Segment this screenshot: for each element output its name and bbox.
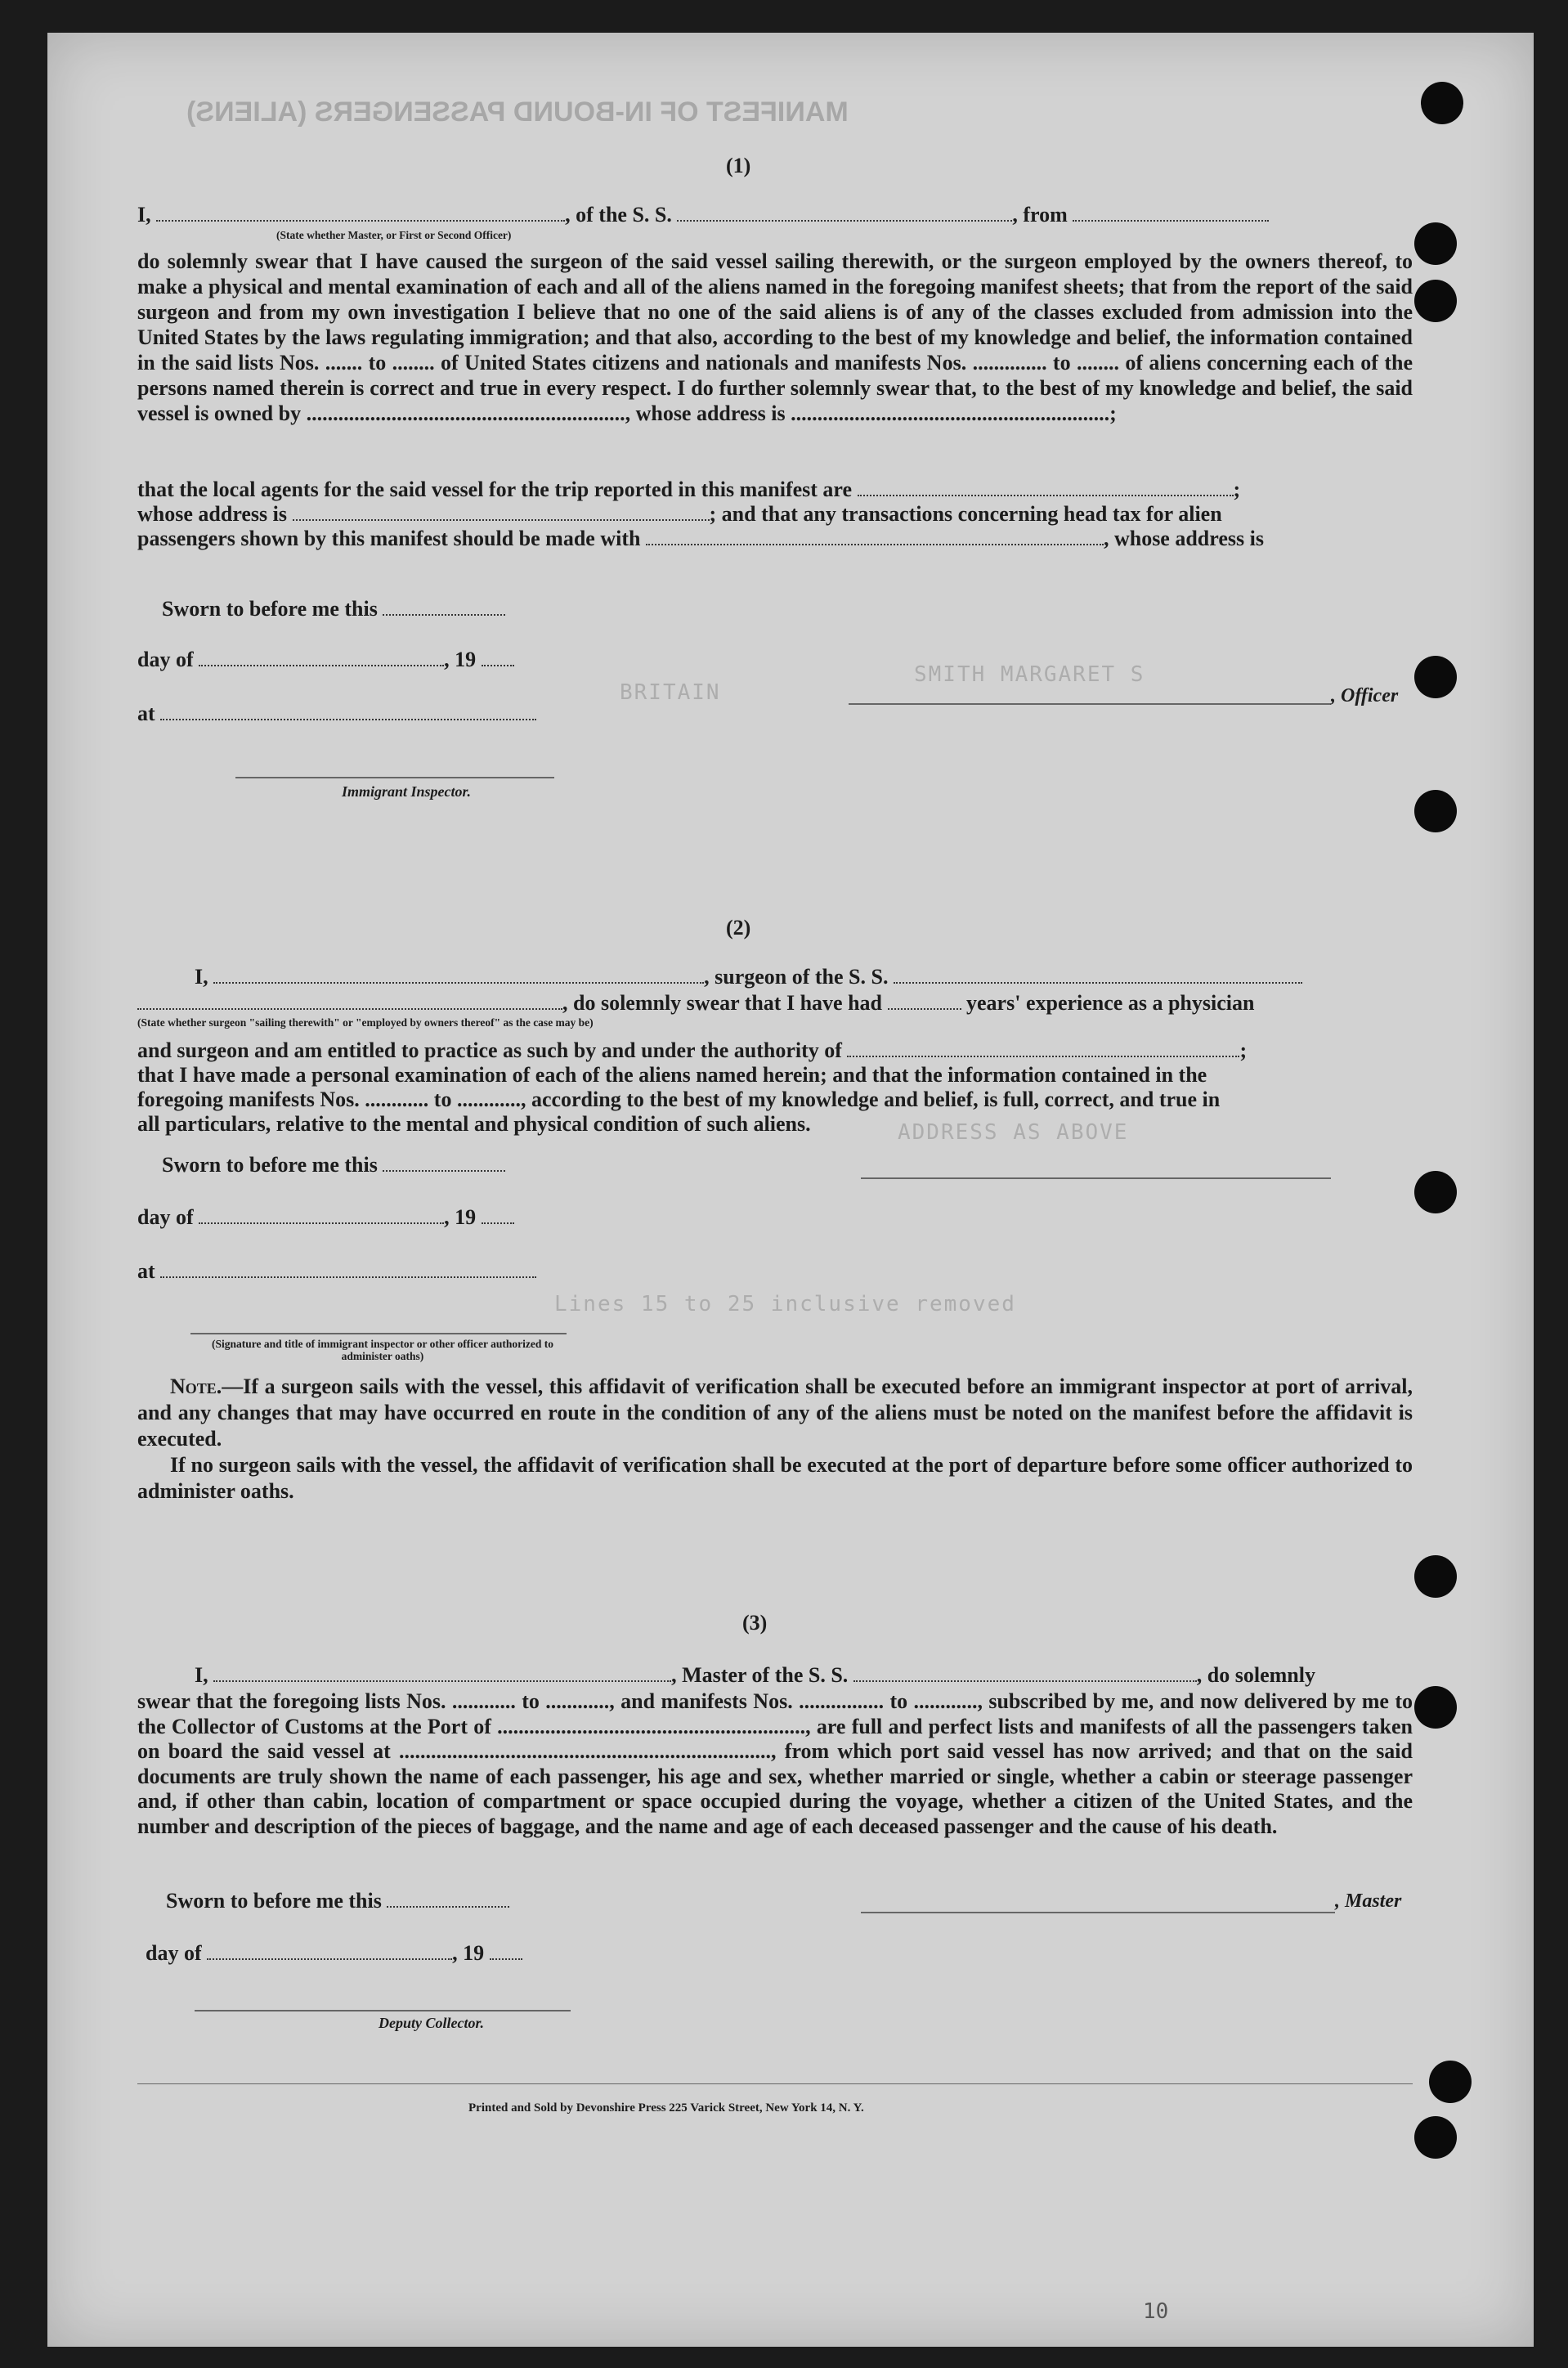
year-text: , 19 (452, 1941, 485, 1965)
punch-hole (1414, 2116, 1457, 2159)
authority-field (847, 1039, 1239, 1057)
state-hint: (State whether Master, or First or Second Officer) (276, 229, 512, 241)
year-field (482, 1206, 514, 1224)
officer-signature-line (849, 703, 1331, 705)
note-paragraph-2: If no surgeon sails with the vessel, the affidavit of verification shall be executed at the port of departure before some officer authorized to administer oaths. (137, 1453, 1413, 1503)
officer-label: , Officer (1331, 685, 1399, 706)
whose-address-is-text: , whose address is (1103, 527, 1264, 550)
section-3-line-1 (195, 1663, 1315, 1688)
section-1-heading: (1) (726, 154, 751, 177)
surgeon-signature-line (861, 1177, 1331, 1179)
years-text: years' experience as a physician (966, 991, 1255, 1015)
whose-address-text: whose address is (137, 502, 288, 526)
manifest-page (47, 33, 1534, 2347)
passengers-line (137, 527, 1264, 551)
punch-hole (1421, 82, 1463, 124)
year-text: , 19 (444, 1205, 477, 1229)
bleed-through-line: ADDRESS AS ABOVE (898, 1120, 1129, 1145)
day-field (199, 648, 444, 666)
section-2-line-1 (195, 965, 1302, 989)
section-2-line-4: that I have made a personal examination of each of the aliens named herein; and that the information contained in the (137, 1063, 1207, 1087)
section-1-body: do solemnly swear that I have caused the surgeon of the said vessel sailing therewith, or the surgeon employed by the owners thereof, to make a physical and mental examination of each and all of the aliens named in the foregoing manifest sheets; that from the report of the said surgeon and from my own investigation I believe that no one of the said aliens is of any of the classes excluded from admission into the United States by the laws regulating immigration; and that also, according to the best of my knowledge and belief, the information contained in the said lists Nos. ....... to ........ of United States citizens and nationals and manifests Nos. .............. to ........ of aliens concerning each of the persons named therein is correct and true in every respect. I do further solemnly swear that, to the best of my knowledge and belief, the said vessel is owned by ............................................................, whose address is ............................................................; (137, 249, 1413, 425)
at-line-1 (137, 702, 536, 726)
section-3-heading: (3) (742, 1611, 768, 1635)
officer-name-field (156, 204, 565, 222)
day-line-2 (137, 1205, 514, 1230)
do-solemnly-text: , do solemnly (1196, 1663, 1315, 1687)
from-label: , from (1012, 203, 1068, 226)
at-field (160, 702, 536, 720)
sworn-field (383, 598, 505, 616)
section-2-line-5: foregoing manifests Nos. ............ to ............, according to the best of my knowledge and belief, is full, correct, and true in (137, 1088, 1221, 1111)
years-field (888, 992, 961, 1010)
punch-hole (1414, 1171, 1457, 1213)
of-the-ss: , of the S. S. (565, 203, 672, 226)
section-2-line-6: all particulars, relative to the mental and physical condition of such aliens. (137, 1112, 811, 1136)
at-text: at (137, 702, 155, 725)
section-2-heading: (2) (726, 916, 751, 940)
sworn-text: Sworn to before me this (166, 1889, 382, 1913)
surgeon-state-hint: (State whether surgeon "sailing therewith" or "employed by owners thereof" as the case may be) (137, 1016, 594, 1029)
address-field (293, 503, 710, 521)
punch-hole (1414, 790, 1457, 832)
vessel-name-field (894, 966, 1302, 984)
section-1-line-1 (137, 203, 1269, 227)
sworn-line-2 (162, 1153, 505, 1177)
pronoun-i: I, (137, 203, 151, 226)
section-3-body: swear that the foregoing lists Nos. ............ to ............, and manifests Nos. ................ to ............, subscribed by me, and now delivered by me to the Collector of Customs at the Port of .........................................................., are full and perfect lists and manifests of all the passengers taken on board the said vessel at ......................................................................, from which port said vessel has now arrived; and that on the said documents are truly shown the name of each passenger, his age and sex, whether married or single, whether a cabin or steerage passenger and, if other than cabin, location of compartment or space occupied during the voyage, whether a citizen of the United States, and the number and description of the pieces of baggage, and the name and age of each deceased passenger and the cause of his death. (137, 1689, 1413, 1838)
day-of-text: day of (137, 1205, 194, 1229)
punch-hole (1414, 1555, 1457, 1598)
note-text: —If a surgeon sails with the vessel, this affidavit of verification shall be executed before an immigrant inspector at port of arrival, and any changes that may have occurred en route in the condition of any of the aliens must be noted on the manifest before the affidavit is executed. (137, 1375, 1413, 1451)
transactions-text: ; and that any transactions concerning head tax for alien (709, 502, 1222, 526)
vessel-name-field (853, 1664, 1197, 1682)
surgeon-of-text: , surgeon of the S. S. (704, 965, 889, 989)
address-line (137, 502, 1222, 527)
swear-text: , do solemnly swear that I have had (562, 991, 883, 1015)
agents-field (858, 478, 1234, 496)
sworn-line-3 (166, 1889, 509, 1913)
year-text: , 19 (444, 648, 477, 671)
day-line-3 (146, 1941, 522, 1966)
year-field (490, 1942, 522, 1960)
page-stamp: 10 (1143, 2299, 1169, 2324)
agents-text: that the local agents for the said vessel for the trip reported in this manifest are (137, 478, 853, 501)
inspector-signature-line (235, 777, 554, 778)
punch-hole (1414, 656, 1457, 698)
punch-hole (1414, 280, 1457, 322)
sworn-field (387, 1890, 509, 1908)
sailing-status-field (137, 992, 562, 1010)
entitled-text: and surgeon and am entitled to practice as such by and under the authority of (137, 1038, 842, 1062)
surgeon-name-field (213, 966, 704, 984)
master-of-text: , Master of the S. S. (671, 1663, 849, 1687)
year-field (482, 648, 514, 666)
master-name-field (213, 1664, 671, 1682)
punch-hole (1429, 2061, 1472, 2103)
punch-hole (1414, 222, 1457, 265)
immigrant-inspector-label: Immigrant Inspector. (342, 783, 472, 800)
day-of-text: day of (137, 648, 194, 671)
section-2-line-3: and surgeon and am entitled to practice as such by and under the authority of ; (137, 1038, 1248, 1062)
master-signature-line (861, 1912, 1335, 1913)
sworn-field (383, 1154, 505, 1172)
at-text: at (137, 1259, 155, 1283)
note-label: Note. (170, 1375, 222, 1398)
punch-hole (1414, 1686, 1457, 1729)
master-label: , Master (1335, 1890, 1402, 1912)
bleed-through-header: MANIFEST OF IN-BOUND PASSENGERS (ALIENS) (186, 96, 849, 128)
printer-footer: Printed and Sold by Devonshire Press 225 Varick Street, New York 14, N. Y. (468, 2101, 864, 2115)
bleed-through-line: BRITAIN (620, 680, 721, 705)
sworn-text: Sworn to before me this (162, 1153, 378, 1177)
at-field (160, 1260, 536, 1278)
day-line-1 (137, 648, 514, 672)
inspector-signature-line (190, 1333, 567, 1334)
bleed-through-line: Lines 15 to 25 inclusive removed (554, 1292, 1016, 1316)
signature-title-hint: (Signature and title of immigrant inspector or other officer authorized to administer oaths) (212, 1338, 553, 1362)
footer-rule (137, 2083, 1413, 2084)
sworn-text: Sworn to before me this (162, 597, 378, 621)
port-from-field (1073, 204, 1269, 222)
passengers-text: passengers shown by this manifest should be made with (137, 527, 641, 550)
bleed-through-line: SMITH MARGARET S (914, 662, 1145, 687)
sworn-line-1 (162, 597, 505, 621)
at-line-2 (137, 1259, 536, 1284)
pronoun-i: I, (195, 965, 208, 989)
collector-signature-line (195, 2010, 571, 2011)
section-2-line-2 (137, 991, 1254, 1016)
deputy-collector-label: Deputy Collector. (379, 2015, 484, 2031)
day-field (199, 1206, 444, 1224)
pronoun-i: I, (195, 1663, 208, 1687)
head-tax-party-field (646, 527, 1104, 545)
day-field (207, 1942, 452, 1960)
note-paragraph (137, 1374, 1413, 1452)
vessel-name-field (677, 204, 1012, 222)
day-of-text: day of (146, 1941, 202, 1965)
agents-line: that the local agents for the said vessel for the trip reported in this manifest are ; (137, 478, 1241, 501)
